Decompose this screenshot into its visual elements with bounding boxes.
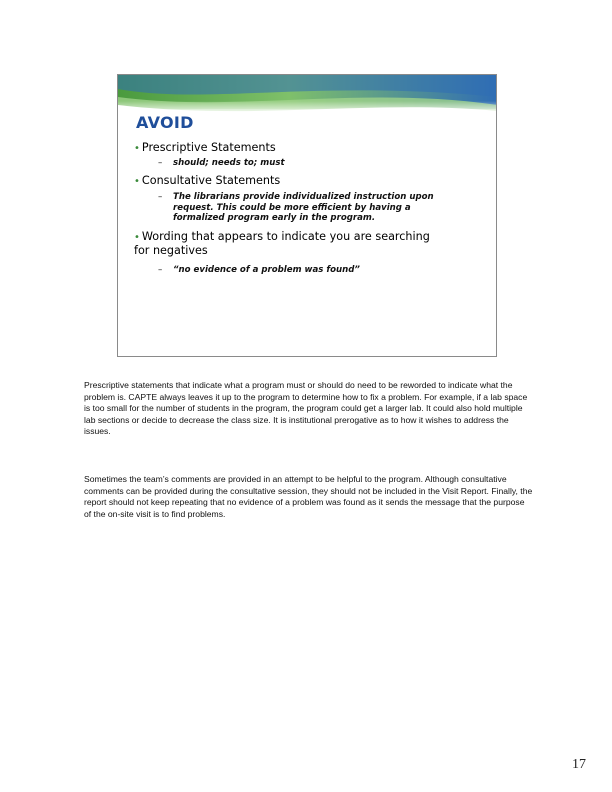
notes-paragraph-1: Prescriptive statements that indicate what a program must or should do need to be reworded to indicate what the problem is. CAPTE always leaves it up to the program to determine how to fix a problem. For example, if a lab space is too small for the number of students in the program, the program could get a larger lab. It could also hold multiple lab sections or decide to decrease the class size. It is institutional prerogative as to how it wishes to address the issues. (84, 380, 528, 437)
dash-icon: – (158, 265, 163, 275)
bullet-dot-icon: • (134, 143, 140, 154)
sub-bullet-text: should; needs to; must (173, 158, 285, 168)
sub-bullet-text: The librarians provide individualized instruction upon request. This could be more efficient by having a formalized program early in the program. (173, 192, 434, 223)
bullet-dot-icon: • (134, 232, 140, 243)
bullet-consultative (134, 174, 280, 188)
sub-bullet-prescriptive (158, 158, 478, 169)
bullet-text: Consultative Statements (141, 174, 281, 187)
bullet-wording (134, 230, 434, 257)
bullet-text: Prescriptive Statements (141, 141, 276, 154)
sub-bullet-wording (158, 265, 478, 276)
bullet-dot-icon: • (134, 176, 140, 187)
slide-thumbnail (117, 74, 497, 357)
page-number: 17 (572, 757, 586, 772)
slide-title: AVOID (136, 113, 194, 132)
bullet-prescriptive (134, 141, 276, 155)
dash-icon: – (158, 158, 163, 168)
sub-bullet-consultative (158, 192, 458, 224)
dash-icon: – (158, 192, 163, 202)
notes-paragraph-2: Sometimes the team’s comments are provided in an attempt to be helpful to the program. Although consultative comments can be provided during the consultative session, they should not be included in the Visit Report. Finally, the report should not keep repeating that no evidence of a problem was found as it sends the message that the purpose of the on-site visit is to find problems. (84, 474, 533, 519)
sub-bullet-text: “no evidence of a problem was found” (173, 265, 360, 275)
bullet-text: Wording that appears to indicate you are searching for negatives (134, 230, 430, 257)
